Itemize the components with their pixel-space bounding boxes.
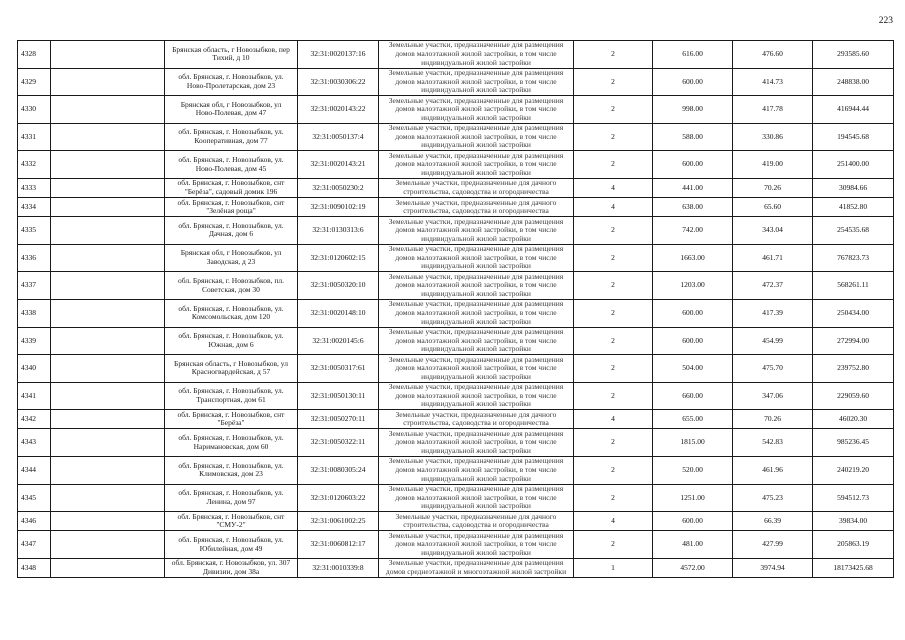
address-cell: обл. Брянская, г. Новозыбков, снт "Берёза", садовый домик 196	[165, 178, 298, 197]
table-row	[18, 355, 894, 383]
cadastral-value-cell: 416944.44	[813, 96, 894, 124]
row-number-cell: 4347	[18, 531, 51, 559]
land-use-cell: Земельные участки, предназначенные для размещения домов малоэтажной жилой застройки, в том числе индивидуальной жилой застройки	[379, 299, 574, 327]
group-cell: 2	[574, 244, 653, 272]
specific-value-cell: 3974.94	[733, 558, 813, 577]
land-cadastral-value-table	[17, 40, 894, 578]
area-cell: 660.00	[653, 382, 733, 410]
table-row	[18, 123, 894, 151]
cadastral-number-cell: 32:31:0050270:11	[298, 410, 379, 429]
row-number-cell: 4341	[18, 382, 51, 410]
specific-value-cell: 70.26	[733, 178, 813, 197]
group-cell: 2	[574, 217, 653, 245]
area-cell: 588.00	[653, 123, 733, 151]
address-cell: обл. Брянская, г. Новозыбков, ул. Наримановская, дом 60	[165, 429, 298, 457]
table-row	[18, 217, 894, 245]
row-number-cell: 4335	[18, 217, 51, 245]
cadastral-number-cell: 32:31:0050230:2	[298, 178, 379, 197]
land-use-cell: Земельные участки, предназначенные для размещения домов малоэтажной жилой застройки, в том числе индивидуальной жилой застройки	[379, 531, 574, 559]
group-cell: 2	[574, 272, 653, 300]
area-cell: 998.00	[653, 96, 733, 124]
cadastral-value-cell: 46020.30	[813, 410, 894, 429]
specific-value-cell: 70.26	[733, 410, 813, 429]
cadastral-number-cell: 32:31:0130313:6	[298, 217, 379, 245]
group-cell: 2	[574, 355, 653, 383]
row-number-cell: 4329	[18, 68, 51, 96]
blank-cell	[51, 198, 165, 217]
blank-cell	[51, 355, 165, 383]
cadastral-value-cell: 272994.00	[813, 327, 894, 355]
cadastral-value-cell: 293585.60	[813, 41, 894, 69]
table-row	[18, 558, 894, 577]
area-cell: 520.00	[653, 457, 733, 485]
row-number-cell: 4337	[18, 272, 51, 300]
area-cell: 638.00	[653, 198, 733, 217]
address-cell: Брянская область, г Новозыбков, ул Красногвардейская, д 57	[165, 355, 298, 383]
table-row	[18, 327, 894, 355]
land-use-cell: Земельные участки, предназначенные для дачного строительства, садоводства и огородничества	[379, 178, 574, 197]
cadastral-number-cell: 32:31:0030306:22	[298, 68, 379, 96]
row-number-cell: 4333	[18, 178, 51, 197]
land-use-cell: Земельные участки, предназначенные для размещения домов среднеэтажной и многоэтажной жилой застройки	[379, 558, 574, 577]
cadastral-number-cell: 32:31:0020143:22	[298, 96, 379, 124]
table-row	[18, 429, 894, 457]
cadastral-value-cell: 194545.68	[813, 123, 894, 151]
table-row	[18, 68, 894, 96]
address-cell: обл. Брянская, г. Новозыбков, ул. Южная, дом 6	[165, 327, 298, 355]
area-cell: 1663.00	[653, 244, 733, 272]
cadastral-value-cell: 30984.66	[813, 178, 894, 197]
cadastral-value-cell: 239752.80	[813, 355, 894, 383]
specific-value-cell: 454.99	[733, 327, 813, 355]
cadastral-value-cell: 250434.00	[813, 299, 894, 327]
area-cell: 655.00	[653, 410, 733, 429]
cadastral-number-cell: 32:31:0050137:4	[298, 123, 379, 151]
table-row	[18, 382, 894, 410]
table-row	[18, 410, 894, 429]
land-use-cell: Земельные участки, предназначенные для размещения домов малоэтажной жилой застройки, в том числе индивидуальной жилой застройки	[379, 244, 574, 272]
cadastral-number-cell: 32:31:0120602:15	[298, 244, 379, 272]
table-row	[18, 272, 894, 300]
address-cell: Брянская обл, г Новозыбков, ул Заводская, д 23	[165, 244, 298, 272]
address-cell: обл. Брянская, г. Новозыбков, ул. Ново-Полевая, дом 45	[165, 151, 298, 179]
area-cell: 742.00	[653, 217, 733, 245]
specific-value-cell: 66.39	[733, 512, 813, 531]
cadastral-value-cell: 229059.60	[813, 382, 894, 410]
cadastral-number-cell: 32:31:0010339:8	[298, 558, 379, 577]
specific-value-cell: 417.78	[733, 96, 813, 124]
area-cell: 1251.00	[653, 484, 733, 512]
address-cell: обл. Брянская, г. Новозыбков, снт "СМУ-2"	[165, 512, 298, 531]
row-number-cell: 4339	[18, 327, 51, 355]
specific-value-cell: 476.60	[733, 41, 813, 69]
blank-cell	[51, 410, 165, 429]
land-use-cell: Земельные участки, предназначенные для дачного строительства, садоводства и огородничества	[379, 512, 574, 531]
land-use-cell: Земельные участки, предназначенные для размещения домов малоэтажной жилой застройки, в том числе индивидуальной жилой застройки	[379, 217, 574, 245]
blank-cell	[51, 382, 165, 410]
land-use-cell: Земельные участки, предназначенные для размещения домов малоэтажной жилой застройки, в том числе индивидуальной жилой застройки	[379, 355, 574, 383]
group-cell: 2	[574, 68, 653, 96]
specific-value-cell: 414.73	[733, 68, 813, 96]
cadastral-value-cell: 594512.73	[813, 484, 894, 512]
row-number-cell: 4346	[18, 512, 51, 531]
cadastral-value-cell: 205863.19	[813, 531, 894, 559]
land-use-cell: Земельные участки, предназначенные для размещения домов малоэтажной жилой застройки, в том числе индивидуальной жилой застройки	[379, 123, 574, 151]
table-row	[18, 457, 894, 485]
blank-cell	[51, 68, 165, 96]
specific-value-cell: 65.60	[733, 198, 813, 217]
group-cell: 2	[574, 123, 653, 151]
table-row	[18, 151, 894, 179]
cadastral-number-cell: 32:31:0050130:11	[298, 382, 379, 410]
group-cell: 1	[574, 558, 653, 577]
group-cell: 2	[574, 299, 653, 327]
land-use-cell: Земельные участки, предназначенные для размещения домов малоэтажной жилой застройки, в том числе индивидуальной жилой застройки	[379, 41, 574, 69]
area-cell: 600.00	[653, 327, 733, 355]
cadastral-number-cell: 32:31:0050317:61	[298, 355, 379, 383]
group-cell: 4	[574, 512, 653, 531]
cadastral-value-cell: 39834.00	[813, 512, 894, 531]
land-use-cell: Земельные участки, предназначенные для размещения домов малоэтажной жилой застройки, в том числе индивидуальной жилой застройки	[379, 382, 574, 410]
blank-cell	[51, 327, 165, 355]
group-cell: 4	[574, 178, 653, 197]
address-cell: Брянская область, г Новозыбков, пер Тихий, д 10	[165, 41, 298, 69]
specific-value-cell: 330.86	[733, 123, 813, 151]
land-use-cell: Земельные участки, предназначенные для размещения домов малоэтажной жилой застройки, в том числе индивидуальной жилой застройки	[379, 429, 574, 457]
area-cell: 1203.00	[653, 272, 733, 300]
row-number-cell: 4340	[18, 355, 51, 383]
cadastral-number-cell: 32:31:0050322:11	[298, 429, 379, 457]
table-row	[18, 96, 894, 124]
blank-cell	[51, 41, 165, 69]
row-number-cell: 4332	[18, 151, 51, 179]
specific-value-cell: 542.83	[733, 429, 813, 457]
row-number-cell: 4328	[18, 41, 51, 69]
table-row	[18, 484, 894, 512]
address-cell: обл. Брянская, г. Новозыбков, ул. Транспортная, дом 61	[165, 382, 298, 410]
cadastral-number-cell: 32:31:0050320:10	[298, 272, 379, 300]
land-use-cell: Земельные участки, предназначенные для размещения домов малоэтажной жилой застройки, в том числе индивидуальной жилой застройки	[379, 68, 574, 96]
group-cell: 2	[574, 484, 653, 512]
area-cell: 600.00	[653, 512, 733, 531]
row-number-cell: 4345	[18, 484, 51, 512]
address-cell: обл. Брянская, г. Новозыбков, ул. Климовская, дом 23	[165, 457, 298, 485]
cadastral-number-cell: 32:31:0020148:10	[298, 299, 379, 327]
address-cell: обл. Брянская, г. Новозыбков, снт "Берёза"	[165, 410, 298, 429]
cadastral-number-cell: 32:31:0060812:17	[298, 531, 379, 559]
blank-cell	[51, 429, 165, 457]
row-number-cell: 4336	[18, 244, 51, 272]
cadastral-number-cell: 32:31:0120603:22	[298, 484, 379, 512]
blank-cell	[51, 151, 165, 179]
cadastral-value-cell: 18173425.68	[813, 558, 894, 577]
area-cell: 616.00	[653, 41, 733, 69]
group-cell: 2	[574, 531, 653, 559]
blank-cell	[51, 272, 165, 300]
blank-cell	[51, 558, 165, 577]
address-cell: обл. Брянская, г. Новозыбков, ул. Кооперативная, дом 77	[165, 123, 298, 151]
cadastral-value-cell: 41852.80	[813, 198, 894, 217]
cadastral-number-cell: 32:31:0020137:16	[298, 41, 379, 69]
group-cell: 2	[574, 151, 653, 179]
specific-value-cell: 417.39	[733, 299, 813, 327]
area-cell: 481.00	[653, 531, 733, 559]
area-cell: 600.00	[653, 299, 733, 327]
blank-cell	[51, 244, 165, 272]
row-number-cell: 4348	[18, 558, 51, 577]
blank-cell	[51, 457, 165, 485]
row-number-cell: 4342	[18, 410, 51, 429]
specific-value-cell: 461.71	[733, 244, 813, 272]
land-use-cell: Земельные участки, предназначенные для размещения домов малоэтажной жилой застройки, в том числе индивидуальной жилой застройки	[379, 96, 574, 124]
specific-value-cell: 472.37	[733, 272, 813, 300]
area-cell: 504.00	[653, 355, 733, 383]
row-number-cell: 4334	[18, 198, 51, 217]
group-cell: 2	[574, 327, 653, 355]
address-cell: обл. Брянская, г. Новозыбков, ул. 307 Дивизии, дом 38а	[165, 558, 298, 577]
specific-value-cell: 475.70	[733, 355, 813, 383]
table-row	[18, 198, 894, 217]
table-row	[18, 512, 894, 531]
cadastral-number-cell: 32:31:0090102:19	[298, 198, 379, 217]
cadastral-value-cell: 240219.20	[813, 457, 894, 485]
land-use-cell: Земельные участки, предназначенные для размещения домов малоэтажной жилой застройки, в том числе индивидуальной жилой застройки	[379, 151, 574, 179]
address-cell: обл. Брянская, г. Новозыбков, ул. Юбилейная, дом 49	[165, 531, 298, 559]
blank-cell	[51, 217, 165, 245]
cadastral-value-cell: 254535.68	[813, 217, 894, 245]
specific-value-cell: 475.23	[733, 484, 813, 512]
land-use-cell: Земельные участки, предназначенные для размещения домов малоэтажной жилой застройки, в том числе индивидуальной жилой застройки	[379, 457, 574, 485]
page-number: 223	[878, 16, 893, 26]
blank-cell	[51, 531, 165, 559]
row-number-cell: 4330	[18, 96, 51, 124]
row-number-cell: 4344	[18, 457, 51, 485]
blank-cell	[51, 484, 165, 512]
land-use-cell: Земельные участки, предназначенные для дачного строительства, садоводства и огородничества	[379, 198, 574, 217]
group-cell: 4	[574, 198, 653, 217]
group-cell: 2	[574, 457, 653, 485]
specific-value-cell: 347.06	[733, 382, 813, 410]
cadastral-value-cell: 985236.45	[813, 429, 894, 457]
blank-cell	[51, 512, 165, 531]
area-cell: 441.00	[653, 178, 733, 197]
row-number-cell: 4343	[18, 429, 51, 457]
land-use-cell: Земельные участки, предназначенные для размещения домов малоэтажной жилой застройки, в том числе индивидуальной жилой застройки	[379, 272, 574, 300]
blank-cell	[51, 299, 165, 327]
row-number-cell: 4331	[18, 123, 51, 151]
table-row	[18, 531, 894, 559]
table-row	[18, 244, 894, 272]
address-cell: Брянская обл, г Новозыбков, ул Ново-Полевая, дом 47	[165, 96, 298, 124]
cadastral-number-cell: 32:31:0061002:25	[298, 512, 379, 531]
area-cell: 4572.00	[653, 558, 733, 577]
land-use-cell: Земельные участки, предназначенные для размещения домов малоэтажной жилой застройки, в том числе индивидуальной жилой застройки	[379, 327, 574, 355]
cadastral-value-cell: 251400.00	[813, 151, 894, 179]
address-cell: обл. Брянская, г. Новозыбков, ул. Комсомольская, дом 120	[165, 299, 298, 327]
area-cell: 600.00	[653, 151, 733, 179]
address-cell: обл. Брянская, г. Новозыбков, ул. Дачная, дом 6	[165, 217, 298, 245]
specific-value-cell: 461.96	[733, 457, 813, 485]
cadastral-value-cell: 568261.11	[813, 272, 894, 300]
table-row	[18, 178, 894, 197]
group-cell: 2	[574, 382, 653, 410]
land-use-cell: Земельные участки, предназначенные для дачного строительства, садоводства и огородничества	[379, 410, 574, 429]
blank-cell	[51, 123, 165, 151]
address-cell: обл. Брянская, г. Новозыбков, ул. Ново-Пролетарская, дом 23	[165, 68, 298, 96]
specific-value-cell: 427.99	[733, 531, 813, 559]
address-cell: обл. Брянская, г. Новозыбков, ул. Ленина, дом 97	[165, 484, 298, 512]
table-row	[18, 41, 894, 69]
cadastral-number-cell: 32:31:0020143:21	[298, 151, 379, 179]
group-cell: 2	[574, 96, 653, 124]
blank-cell	[51, 96, 165, 124]
group-cell: 2	[574, 41, 653, 69]
table-body	[18, 41, 894, 578]
address-cell: обл. Брянская, г. Новозыбков, снт "Зелёная роща"	[165, 198, 298, 217]
cadastral-number-cell: 32:31:0020145:6	[298, 327, 379, 355]
cadastral-value-cell: 767823.73	[813, 244, 894, 272]
blank-cell	[51, 178, 165, 197]
area-cell: 600.00	[653, 68, 733, 96]
land-use-cell: Земельные участки, предназначенные для размещения домов малоэтажной жилой застройки, в том числе индивидуальной жилой застройки	[379, 484, 574, 512]
specific-value-cell: 343.04	[733, 217, 813, 245]
row-number-cell: 4338	[18, 299, 51, 327]
area-cell: 1815.00	[653, 429, 733, 457]
group-cell: 4	[574, 410, 653, 429]
group-cell: 2	[574, 429, 653, 457]
table-row	[18, 299, 894, 327]
specific-value-cell: 419.00	[733, 151, 813, 179]
cadastral-value-cell: 248838.00	[813, 68, 894, 96]
cadastral-number-cell: 32:31:0080305:24	[298, 457, 379, 485]
address-cell: обл. Брянская, г. Новозыбков, пл. Советская, дом 30	[165, 272, 298, 300]
